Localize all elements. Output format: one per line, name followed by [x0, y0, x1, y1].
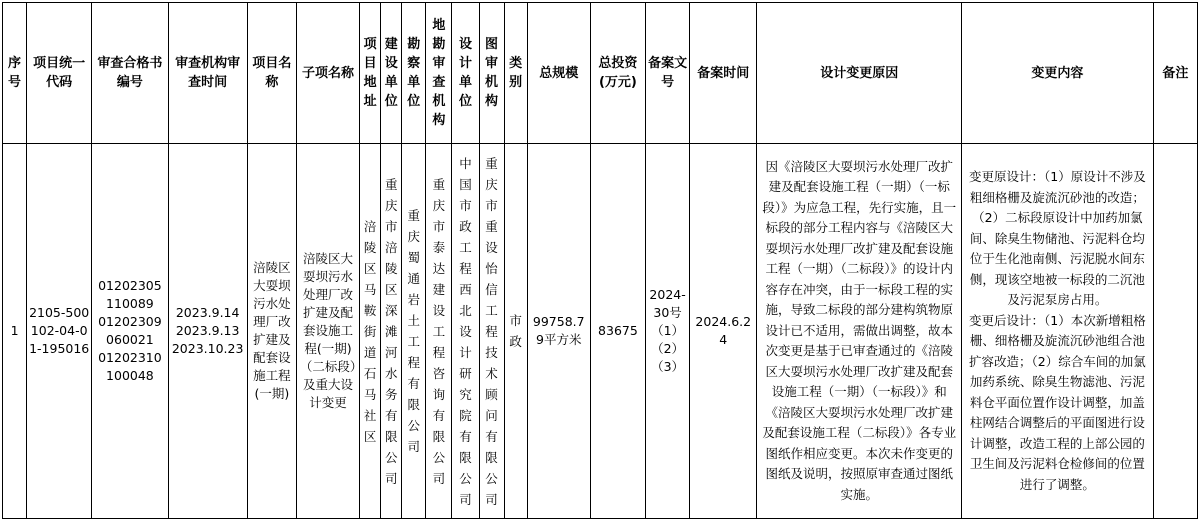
header-drawing-review: 图审机构: [479, 3, 504, 144]
header-designer: 设计单位: [452, 3, 479, 144]
cell-seq: 1: [3, 144, 27, 519]
cell-agency-time: 2023.9.14 2023.9.13 2023.10.23: [168, 144, 247, 519]
cell-scale: 99758.79平方米: [527, 144, 590, 519]
table-row: [3, 144, 1198, 519]
header-investment: 总投资(万元): [590, 3, 645, 144]
header-agency-time: 审查机构审查时间: [168, 3, 247, 144]
cell-survey-review: 重庆市泰达建设工程咨询有限公司: [426, 144, 452, 519]
header-address: 项目地址: [360, 3, 381, 144]
header-category: 类别: [504, 3, 527, 144]
header-filing-time: 备案时间: [690, 3, 757, 144]
cell-builder: 重庆市涪陵区深滩河水务有限公司: [381, 144, 402, 519]
cell-sub-name: 涪陵区大耍坝污水处理厂改扩建及配套设施工程(一期)（二标段）及重大设计变更: [296, 144, 359, 519]
cell-project-name: 涪陵区大耍坝污水处理厂改扩建及配套设施工程(一期): [247, 144, 296, 519]
cell-address: 涪陵区马鞍街道石马社区: [360, 144, 381, 519]
cell-project-code: 2105-500102-04-01-195016: [27, 144, 92, 519]
cell-change-reason: 因《涪陵区大耍坝污水处理厂改扩建及配套设施工程（一期）（一标段）》为应急工程，先行实施，且一标段的部分工程内容与《涪陵区大耍坝污水处理厂改扩建及配套设施工程（一期）（二标段）》的设计内容存在冲突，由于一标段工程的实施，导致二标段的部分建构筑物原设计已不适用，需做出调整，故本次变更是基于已审查通过的《涪陵区大耍坝污水处理厂改扩建及配套设施工程（一期）（一标段）》和《涪陵区大耍坝污水处理厂改扩建及配套设施工程（二标段）》各专业图纸作相应变更。本次未作变更的图纸及说明，按照原审查通过图纸实施。: [757, 144, 962, 519]
header-remark: 备注: [1153, 3, 1197, 144]
cell-designer: 中国市政工程西北设计研究院有限公司: [452, 144, 479, 519]
header-sub-name: 子项名称: [296, 3, 359, 144]
cell-category: 市政: [504, 144, 527, 519]
cell-remark: [1153, 144, 1197, 519]
header-surveyor: 勘察单位: [402, 3, 426, 144]
header-seq: 序号: [3, 3, 27, 144]
cell-change-content: 变更原设计：（1）原设计不涉及粗细格栅及旋流沉砂池的改造；（2）二标段原设计中加药加氯间、除臭生物储池、污泥料仓均位于生化池南侧、污泥脱水间东侧，现该空地被一标段的二沉池及污泥泵房占用。 变更后设计：（1）本次新增粗格栅、细格栅及旋流沉砂池组合池扩容改造；（2）综合车间的加氯加药系统、除臭生物滤池、污泥料仓平面位置作设计调整，加盖柱网结合调整后的平面图进行设计调整，改造工程的上部公园的卫生间及污泥料仓检修间的位置进行了调整。: [962, 144, 1154, 519]
header-builder: 建设单位: [381, 3, 402, 144]
header-row: [3, 3, 1198, 144]
cell-surveyor: 重庆蜀通岩土工程有限公司: [402, 144, 426, 519]
header-project-name: 项目名称: [247, 3, 296, 144]
cell-cert-no: 01202305 110089 01202309 060021 01202310 100048: [92, 144, 168, 519]
header-filing-no: 备案文号: [646, 3, 690, 144]
cell-investment: 83675: [590, 144, 645, 519]
header-change-content: 变更内容: [962, 3, 1154, 144]
header-cert-no: 审查合格书编号: [92, 3, 168, 144]
cell-filing-time: 2024.6.24: [690, 144, 757, 519]
cell-drawing-review: 重庆市重设怡信工程技术顾问有限公司: [479, 144, 504, 519]
header-change-reason: 设计变更原因: [757, 3, 962, 144]
header-scale: 总规模: [527, 3, 590, 144]
registry-table: [2, 2, 1198, 519]
header-survey-review: 地勘审查机构: [426, 3, 452, 144]
cell-filing-no: 2024-30号（1）（2）（3）: [646, 144, 690, 519]
header-project-code: 项目统一代码: [27, 3, 92, 144]
